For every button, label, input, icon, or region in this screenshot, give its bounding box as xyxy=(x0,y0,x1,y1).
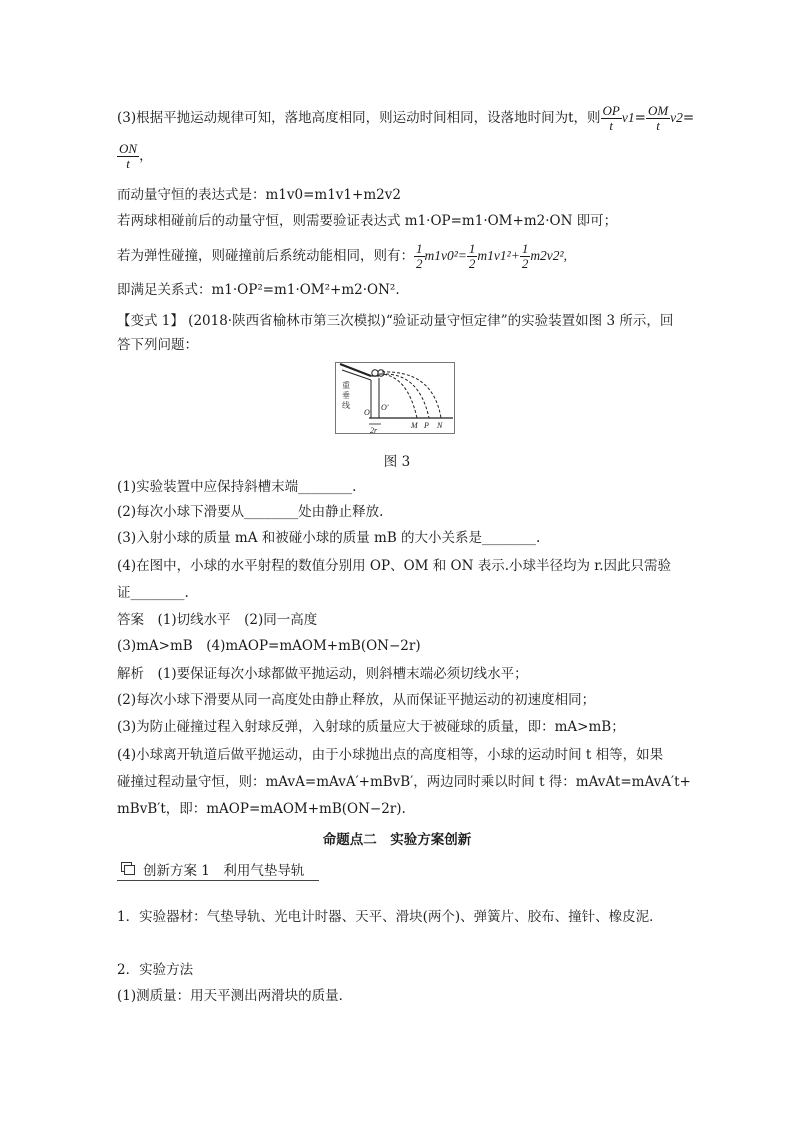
fraction-half: $\frac{1}{2}$ xyxy=(416,241,423,271)
fraction-half: $\frac{1}{2}$ xyxy=(468,241,476,271)
explanation-4-line-1: (4)小球离开轨道后做平抛运动，由于小球抛出点的高度相等，小球的运动时间 t 相等，如果 xyxy=(117,747,664,763)
fraction-op-t: $\frac{OP}{t}$ xyxy=(602,103,620,133)
elastic-collision-line: 若为弹性碰撞，则碰撞前后系统动能相同，则有： $\frac{1}{2}$ m1v0²= $\frac{1}{2}$ m1v1²+ $\frac{1}{2}$ m2v2², xyxy=(117,241,567,271)
question-3: (3)入射小球的质量 mA 和被碰小球的质量 mB 的大小关系是________. xyxy=(117,530,541,546)
explanation-1: 解析 (1)要保证每次小球都做平抛运动，则斜槽末端必须切线水平； xyxy=(117,666,528,682)
question-4-line-1: (4)在图中，小球的水平射程的数值分别用 OP、OM 和 ON 表示.小球半径均为 r.因此只需验 xyxy=(117,558,672,574)
fig-label-o: O xyxy=(364,408,370,417)
fig-label-p: P xyxy=(424,421,429,430)
scheme-title: 创新方案 1 利用气垫导轨 xyxy=(143,863,305,879)
question-4-line-2: 证________. xyxy=(117,585,189,601)
experiment-figure xyxy=(335,362,455,434)
derivation-line-1: (3)根据平抛运动规律可知，落地高度相同，则运动时间相同，设落地时间为t，则 $\frac{OP}{t}$ v1= $\frac{OM}{t}$ v2= xyxy=(117,103,695,133)
fig-label-chui: 垂 xyxy=(342,391,350,400)
derivation-line-2: $\frac{ON}{t}$ ， xyxy=(119,141,153,171)
scheme-title-bar xyxy=(117,858,319,881)
fig-label-n: N xyxy=(437,421,443,430)
verify-expression: 若两球相碰前后的动量守恒，则需要验证表达式 m1·OP=m1·OM+m2·ON 即可； xyxy=(117,213,618,229)
figure-caption: 图 3 xyxy=(383,454,411,470)
section-heading: 命题点二 实验方案创新 xyxy=(322,832,472,848)
question-2: (2)每次小球下滑要从________处由静止释放. xyxy=(117,504,384,520)
explanation-3: (3)为防止碰撞过程入射球反弹，入射球的质量应大于被碰球的质量，即：mA>mB； xyxy=(117,719,625,735)
method-heading: 2．实验方法 xyxy=(117,962,194,978)
momentum-expression: 而动量守恒的表达式是：m1v0=m1v1+m2v2 xyxy=(117,187,401,203)
answer-line-2: (3)mA>mB (4)mAOP=mAOM+mB(ON−2r) xyxy=(117,638,421,654)
fig-label-xian: 线 xyxy=(342,401,350,410)
fraction-half: $\frac{1}{2}$ xyxy=(521,241,529,271)
fig-label-o-prime: O′ xyxy=(381,403,389,412)
method-step-1: (1)测质量：用天平测出两滑块的质量． xyxy=(117,988,353,1004)
document-stack-icon xyxy=(121,862,133,873)
fraction-om-t: $\frac{OM}{t}$ xyxy=(647,103,669,133)
materials-line: 1．实验器材：气垫导轨、光电计时器、天平、滑块(两个)、弹簧片、胶布、撞针、橡皮泥． xyxy=(117,909,663,925)
explanation-4-line-2: 碰撞过程动量守恒，则：mAvA=mAvA′+mBvB′，两边同时乘以时间 t 得：mAvAt=mAvA′t+ xyxy=(117,774,691,790)
explanation-4-line-3: mBvB′t，即：mAOP=mAOM+mB(ON−2r). xyxy=(117,801,406,817)
explanation-2: (2)每次小球下滑要从同一高度处由静止释放，从而保证平抛运动的初速度相同； xyxy=(117,692,596,708)
relation-expression: 即满足关系式：m1·OP²=m1·OM²+m2·ON². xyxy=(117,282,400,298)
fraction-on-t: $\frac{ON}{t}$ xyxy=(119,141,138,171)
variant-prompt: 答下列问题： xyxy=(117,337,198,353)
question-1: (1)实验装置中应保持斜槽末端________. xyxy=(117,479,357,495)
fig-label-2r: 2r xyxy=(370,426,378,434)
fig-label-chong: 重 xyxy=(342,381,350,390)
fig-label-m: M xyxy=(411,421,418,430)
variant-title: 【变式 1】 (2018·陕西省榆林市第三次模拟)“验证动量守恒定律”的实验装置如图 3 所示，回 xyxy=(117,313,674,329)
answer-line-1: 答案 (1)切线水平 (2)同一高度 xyxy=(117,612,318,628)
